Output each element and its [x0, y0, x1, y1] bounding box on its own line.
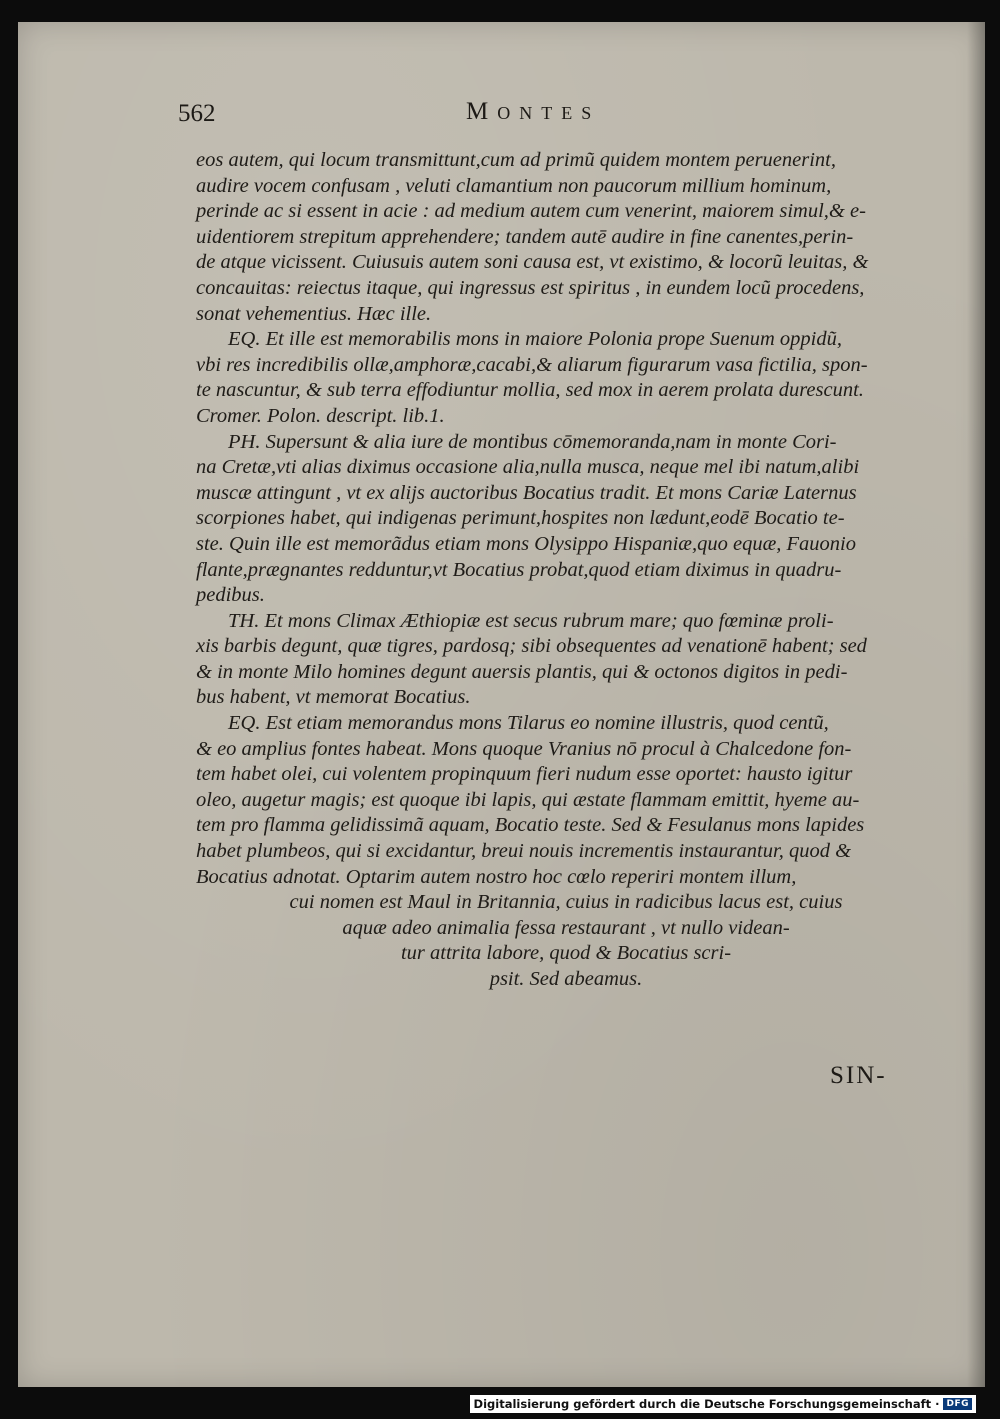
text-line: & eo amplius fontes habeat. Mons quoque Vranius nō procul à Chalcedone fon- [196, 737, 852, 760]
text-line: xis barbis degunt, quæ tigres, pardosq; sibi obsequentes ad venationē habent; sed [196, 635, 867, 658]
credit-text: Digitalisierung gefördert durch die Deutsche Forschungsgemeinschaft [473, 1397, 932, 1411]
text-line: aquæ adeo animalia fessa restaurant , vt nullo videan- [342, 916, 790, 939]
page-edge-shadow [967, 22, 985, 1387]
text-line: habet plumbeos, qui si excidantur, breui nouis incrementis instaurantur, quod & [196, 840, 852, 863]
text-line: uidentiorem strepitum apprehendere; tandem autē audire in fine canentes,perin- [196, 225, 854, 248]
text-line: perinde ac si essent in acie : ad medium autem cum venerint, maiorem simul,& e- [196, 200, 866, 223]
text-line: concauitas: reiectus itaque, qui ingressus est spiritus , in eundem locũ procedens, [196, 276, 865, 299]
text-line: tem pro flamma gelidissimã aquam, Bocatio teste. Sed & Fesulanus mons lapides [196, 814, 865, 837]
text-line: vbi res incredibilis ollæ,amphoræ,cacabi,& aliarum figurarum vasa fictilia, spon- [196, 353, 868, 376]
text-line: Bocatius adnotat. Optarim autem nostro hoc cœlo reperiri montem illum, [196, 865, 797, 888]
text-line: scorpiones habet, qui indigenas perimunt,hospites non lædunt,eodē Bocatio te- [196, 507, 845, 530]
text-line: & in monte Milo homines degunt auersis plantis, qui & octonos digitos in pedi- [196, 660, 848, 683]
text-line: oleo, augetur magis; est quoque ibi lapis, qui æstate flammam emittit, hyeme au- [196, 788, 860, 811]
page-number: 562 [178, 100, 216, 127]
text-line: pedibus. [196, 584, 265, 607]
body-text [196, 148, 936, 993]
text-line: PH. Supersunt & alia iure de montibus cōmemoranda,nam in monte Cori- [228, 430, 837, 453]
text-line: flante,prægnantes redduntur,vt Bocatius probat,quod etiam diximus in quadru- [196, 558, 842, 581]
text-line: EQ. Est etiam memorandus mons Tilarus eo nomine illustris, quod centũ, [228, 712, 829, 735]
text-line: EQ. Et ille est memorabilis mons in maiore Polonia prope Suenum oppidũ, [228, 328, 842, 351]
text-line: te nascuntur, & sub terra effodiuntur mollia, sed mox in aerem prolata durescunt. [196, 379, 864, 402]
text-line: tem habet olei, cui volentem propinquum fieri nudum esse oportet: hausto igitur [196, 763, 853, 786]
text-line: Cromer. Polon. descript. lib.1. [196, 404, 445, 427]
text-line: ste. Quin ille est memorãdus etiam mons Olysippo Hispaniæ,quo equæ, Fauonio [196, 532, 856, 555]
text-line: audire vocem confusam , veluti clamantium non paucorum millium hominum, [196, 174, 832, 197]
text-line: cui nomen est Maul in Britannia, cuius in radicibus lacus est, cuius [289, 891, 843, 914]
text-line: de atque vicissent. Cuiusuis autem soni causa est, vt existimo, & locorũ leuitas, & [196, 251, 869, 274]
catchword: SIN- [830, 1062, 887, 1089]
text-line: sonat vehementius. Hæc ille. [196, 302, 432, 325]
text-line: muscæ attingunt , vt ex alijs auctoribus Bocatius tradit. Et mons Cariæ Laternus [196, 481, 857, 504]
running-head: Montes [466, 98, 601, 125]
digitization-credit: Digitalisierung gefördert durch die Deutsche Forschungsgemeinschaft · DFG [470, 1395, 976, 1413]
text-line: psit. Sed abeamus. [489, 968, 643, 990]
text-line: na Cretæ,vti alias diximus occasione alia,nulla musca, neque mel ibi natum,alibi [196, 456, 860, 479]
dfg-logo: DFG [943, 1398, 972, 1410]
text-line: eos autem, qui locum transmittunt,cum ad primũ quidem montem peruenerint, [196, 149, 836, 171]
book-page [18, 22, 985, 1387]
text-line: bus habent, vt memorat Bocatius. [196, 686, 471, 709]
text-line: tur attrita labore, quod & Bocatius scri- [400, 942, 732, 965]
text-line: TH. Et mons Climax Æthiopiæ est secus rubrum mare; quo fœminæ proli- [228, 609, 834, 632]
